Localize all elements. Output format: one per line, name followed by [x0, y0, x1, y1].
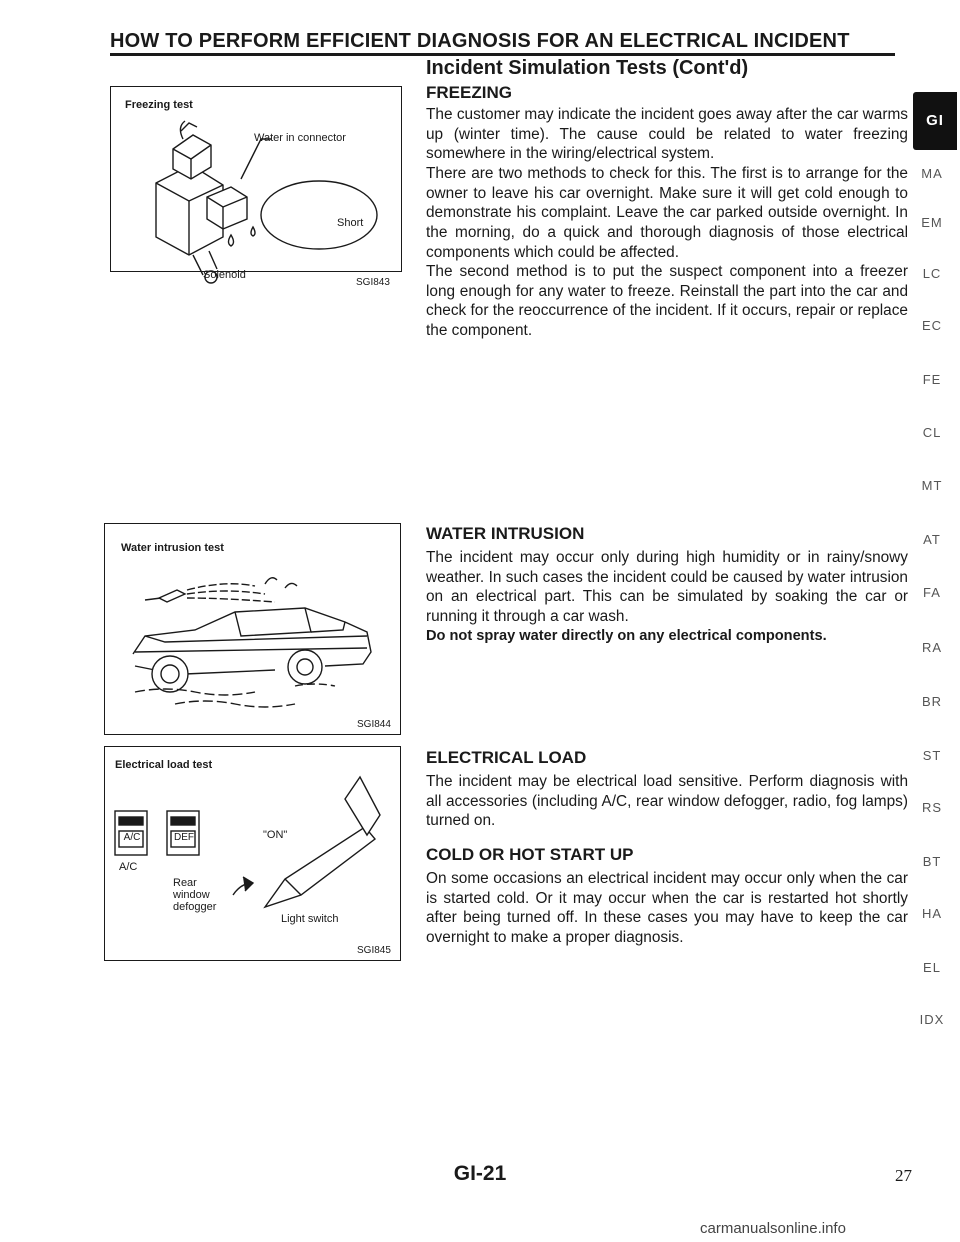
water-intrusion-paragraph: The incident may occur only during high humidity or in rainy/snowy weather. In such cases the incident could be caused by water intrusion on an electrical part. This can be simulated by soaking the car or running it through a car wash.: [426, 549, 908, 626]
figure-title: Freezing test: [125, 99, 193, 111]
water-intrusion-test-figure: [104, 523, 401, 735]
watermark: carmanualsonline.info: [700, 1220, 846, 1237]
on-label: "ON": [263, 829, 288, 841]
window-label: window: [173, 889, 210, 901]
figure-title: Water intrusion test: [121, 542, 224, 554]
ac-label: A/C: [119, 861, 138, 873]
side-tab-ra[interactable]: RA: [921, 640, 943, 655]
cold-hot-start-paragraph: On some occasions an electrical incident may occur only when the car is started cold. Or it may occur when the car is restarted hot shortly after being turned off. In these cases you may have to keep the car overnight to make a proper diagnosis.: [426, 870, 908, 947]
side-tab-idx[interactable]: IDX: [919, 1012, 945, 1027]
side-tab-em[interactable]: EM: [921, 215, 943, 230]
switches-illustration: [105, 747, 400, 960]
short-label: Short: [337, 217, 364, 229]
header-rule: [110, 53, 895, 56]
solenoid-illustration: [111, 87, 401, 271]
side-tab-cl[interactable]: CL: [922, 425, 942, 440]
defogger-label: defogger: [173, 901, 217, 913]
rear-label: Rear: [173, 877, 197, 889]
figure-code: SGI844: [357, 719, 391, 730]
side-tab-lc[interactable]: LC: [922, 266, 942, 281]
freezing-heading: FREEZING: [426, 83, 512, 102]
side-tab-gi[interactable]: GI: [913, 92, 957, 150]
section-subtitle: Incident Simulation Tests (Cont'd): [426, 57, 749, 79]
side-tab-st[interactable]: ST: [922, 748, 942, 763]
cold-hot-start-heading: COLD OR HOT START UP: [426, 845, 634, 864]
page-header-title: HOW TO PERFORM EFFICIENT DIAGNOSIS FOR AN ELECTRICAL INCIDENT: [110, 30, 850, 52]
side-tab-rs[interactable]: RS: [921, 800, 943, 815]
freezing-test-figure: [110, 86, 402, 288]
side-tab-fe[interactable]: FE: [922, 372, 942, 387]
side-tab-ec[interactable]: EC: [921, 318, 943, 333]
car-wash-illustration: [105, 524, 400, 734]
electrical-load-heading: ELECTRICAL LOAD: [426, 748, 587, 767]
side-tab-ma[interactable]: MA: [921, 166, 943, 181]
electrical-load-paragraph: The incident may be electrical load sensitive. Perform diagnosis with all accessories (including A/C, rear window defogger, radio, fog lamps) turned on.: [426, 773, 908, 830]
side-tab-br[interactable]: BR: [921, 694, 943, 709]
solenoid-label: Solenoid: [203, 269, 246, 281]
freezing-paragraph-1: The customer may indicate the incident goes away after the car warms up (winter time). The cause could be related to water freezing somewhere in the wiring/electrical system.: [426, 106, 908, 163]
water-intrusion-warning: Do not spray water directly on any electrical components.: [426, 628, 827, 644]
folio-number: 27: [895, 1166, 912, 1185]
figure-code: SGI845: [357, 945, 391, 956]
figure-title: Electrical load test: [115, 759, 213, 771]
def-button-label: DEF: [174, 832, 194, 843]
side-tab-at[interactable]: AT: [923, 532, 941, 547]
electrical-load-test-figure: [104, 746, 401, 961]
light-switch-label: Light switch: [281, 913, 339, 925]
water-intrusion-heading: WATER INTRUSION: [426, 524, 585, 543]
side-tab-fa[interactable]: FA: [923, 585, 941, 600]
side-tab-el[interactable]: EL: [923, 960, 941, 975]
side-tab-bt[interactable]: BT: [922, 854, 942, 869]
freezing-paragraph-2: There are two methods to check for this. The first is to arrange for the owner to leave his car overnight. Make sure it will get cold enough to demonstrate his complaint. Leave the car parked outside overnight. In the morning, do a quick and thorough diagnosis of those electrical components which could be affected.: [426, 165, 908, 261]
ac-button-label: A/C: [123, 832, 141, 843]
side-tab-ha[interactable]: HA: [921, 906, 943, 921]
water-in-connector-label: Water in connector: [254, 132, 346, 144]
figure-code: SGI843: [356, 277, 390, 288]
page-number: GI-21: [453, 1162, 507, 1185]
side-tab-mt[interactable]: MT: [921, 478, 943, 493]
freezing-paragraph-3: The second method is to put the suspect component into a freezer long enough for any water to freeze. Reinstall the part into the car and check for the reoccurrence of the incident. If it occurs, repair or replace the component.: [426, 263, 908, 340]
